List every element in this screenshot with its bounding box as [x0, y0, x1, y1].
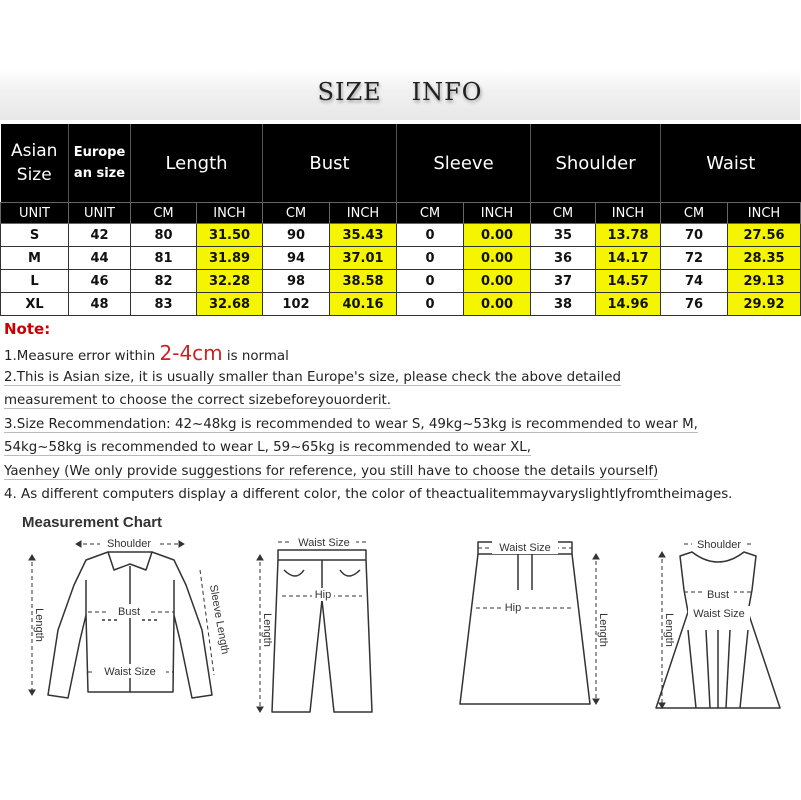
unit-cell: UNIT: [1, 203, 69, 224]
table-cell: 0: [397, 247, 464, 270]
table-cell: 98: [263, 270, 330, 293]
table-cell: 31.89: [197, 247, 263, 270]
unit-cell: CM: [661, 203, 728, 224]
table-cell: 80: [131, 224, 197, 247]
unit-cell: CM: [397, 203, 464, 224]
table-cell: 82: [131, 270, 197, 293]
unit-cell: INCH: [596, 203, 661, 224]
shirt-diagram: [18, 530, 231, 730]
table-cell: 38.58: [330, 270, 397, 293]
title-word-info: INFO: [411, 78, 483, 106]
table-cell: 74: [661, 270, 728, 293]
table-cell: 31.50: [197, 224, 263, 247]
note-error-range: 2-4cm: [159, 341, 223, 365]
unit-cell: INCH: [728, 203, 801, 224]
table-cell: 0.00: [464, 270, 531, 293]
notes-section: [4, 320, 796, 507]
note-line-5: 54kg~58kg is recommended to wear L, 59~65kg is recommended to wear XL,: [4, 440, 531, 455]
pants-hip-label: Hip: [314, 589, 332, 601]
table-cell: 35: [531, 224, 596, 247]
note-line-4: 3.Size Recommendation: 42~48kg is recommended to wear S, 49kg~53kg is recommended to wear M,: [4, 416, 698, 432]
table-cell: 32.28: [197, 270, 263, 293]
table-cell: 42: [69, 224, 131, 247]
dress-diagram: [648, 530, 788, 730]
table-cell: 0.00: [464, 247, 531, 270]
table-cell: 0.00: [464, 293, 531, 316]
table-cell: 40.16: [330, 293, 397, 316]
table-cell: 29.92: [728, 293, 801, 316]
note-line-1: 1.Measure error within 2-4cm is normal: [4, 341, 289, 365]
table-row: [1, 293, 801, 316]
skirt-waist-label: Waist Size: [499, 542, 551, 554]
table-cell: 27.56: [728, 224, 801, 247]
unit-cell: CM: [531, 203, 596, 224]
note-line-3: measurement to choose the correct sizebeforeyouorderit.: [4, 393, 392, 408]
shirt-shoulder-label: Shoulder: [106, 538, 152, 550]
table-row: [1, 224, 801, 247]
shirt-bust-label: Bust: [117, 606, 141, 618]
note-line-6: Yaenhey (We only provide suggestions for reference, you still have to choose the details yourself): [4, 463, 659, 479]
table-cell: L: [1, 270, 69, 293]
table-cell: 13.78: [596, 224, 661, 247]
pants-length-label: Length: [261, 613, 273, 647]
table-cell: 48: [69, 293, 131, 316]
table-cell: S: [1, 224, 69, 247]
table-cell: 37: [531, 270, 596, 293]
table-cell: 0: [397, 224, 464, 247]
table-row: [1, 247, 801, 270]
table-row: [1, 270, 801, 293]
shirt-waist-label: Waist Size: [104, 666, 156, 678]
table-cell: XL: [1, 293, 69, 316]
unit-cell: CM: [131, 203, 197, 224]
table-cell: 37.01: [330, 247, 397, 270]
header-sleeve: Sleeve: [397, 124, 531, 203]
table-cell: 36: [531, 247, 596, 270]
header-asian-size: Asian Size: [1, 124, 69, 203]
header-bust: Bust: [263, 124, 397, 203]
pants-diagram: [248, 530, 408, 730]
table-cell: 76: [661, 293, 728, 316]
shirt-sleeve-label: Sleeve Length: [206, 583, 231, 656]
measurement-chart-title: Measurement Chart: [22, 514, 163, 531]
table-cell: M: [1, 247, 69, 270]
table-cell: 32.68: [197, 293, 263, 316]
table-cell: 29.13: [728, 270, 801, 293]
unit-cell: INCH: [197, 203, 263, 224]
notes-title: Note:: [4, 320, 51, 338]
pants-waist-label: Waist Size: [298, 537, 350, 549]
unit-cell: INCH: [464, 203, 531, 224]
table-cell: 102: [263, 293, 330, 316]
header-row-measures: [1, 124, 801, 203]
table-cell: 14.96: [596, 293, 661, 316]
skirt-hip-label: Hip: [504, 602, 522, 614]
table-cell: 81: [131, 247, 197, 270]
table-cell: 90: [263, 224, 330, 247]
table-cell: 70: [661, 224, 728, 247]
dress-bust-label: Bust: [706, 589, 730, 601]
dress-shoulder-label: Shoulder: [696, 539, 742, 551]
table-cell: 0.00: [464, 224, 531, 247]
table-cell: 14.57: [596, 270, 661, 293]
header-row-units: [1, 203, 801, 224]
header-waist: Waist: [661, 124, 801, 203]
unit-cell: INCH: [330, 203, 397, 224]
dress-length-label: Length: [663, 613, 675, 647]
note-line-2: 2.This is Asian size, it is usually smaller than Europe's size, please check the above detailed: [4, 369, 621, 385]
table-cell: 38: [531, 293, 596, 316]
table-cell: 46: [69, 270, 131, 293]
size-table: [0, 124, 801, 316]
table-cell: 94: [263, 247, 330, 270]
table-cell: 35.43: [330, 224, 397, 247]
shirt-length-label: Length: [33, 608, 45, 642]
page-title: [0, 78, 800, 106]
header-length: Length: [131, 124, 263, 203]
unit-cell: UNIT: [69, 203, 131, 224]
table-cell: 83: [131, 293, 197, 316]
header-shoulder: Shoulder: [531, 124, 661, 203]
skirt-length-label: Length: [597, 613, 609, 647]
note-line-7: 4. As different computers display a different color, the color of theactualitemmayvaryslightlyfromtheimages.: [4, 487, 733, 502]
dress-waist-label: Waist Size: [693, 608, 745, 620]
table-cell: 28.35: [728, 247, 801, 270]
table-cell: 44: [69, 247, 131, 270]
unit-cell: CM: [263, 203, 330, 224]
table-cell: 0: [397, 293, 464, 316]
table-cell: 0: [397, 270, 464, 293]
header-europe-size: Europe an size: [69, 124, 131, 203]
skirt-diagram: [448, 530, 618, 730]
table-cell: 14.17: [596, 247, 661, 270]
title-word-size: SIZE: [317, 78, 382, 106]
table-cell: 72: [661, 247, 728, 270]
